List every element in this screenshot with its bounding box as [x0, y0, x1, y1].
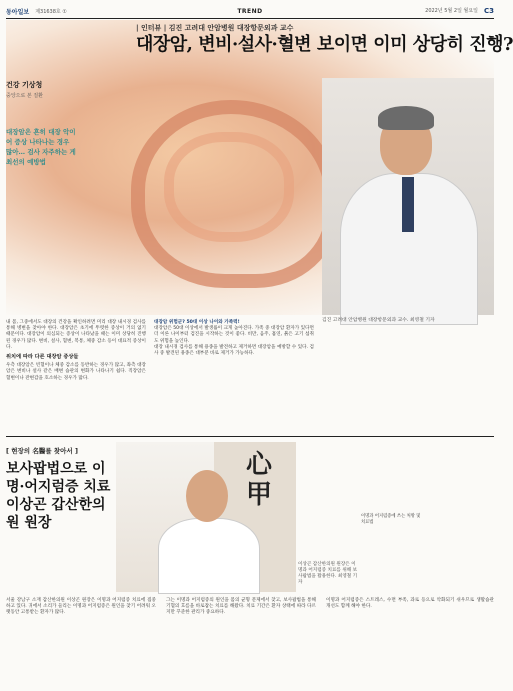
- story-deck: 대장암은 흔히 대장 악이어 증상 나타나는 경우 많아… 검사 자주하는 게 최선의 예방법: [6, 128, 76, 166]
- doctor-photo: [322, 78, 494, 315]
- story-headline: 대장암, 변비·설사·혈변 보이면 이미 상당히 진행?: [136, 34, 513, 55]
- bottom-photo-caption: 이상곤 갑산한의원 원장은 이명과 어지럼증 치료를 위해 보사팝법을 활용한다. 최영철 기자: [298, 562, 358, 585]
- paragraph: 대장암은 50대 이상에서 발생률이 크게 높아진다. 가족 중 대장암 환자가 있다면 더 이른 나이부터 검진을 시작하는 것이 좋다. 비만, 음주, 흡연, 붉은 고기 섭취도 위험을 높인다.: [154, 326, 314, 344]
- doctor-tie: [402, 177, 414, 232]
- body-column-1: [6, 320, 146, 430]
- paragraph: 내 몸, 그중에서도 대장의 건강을 확인하려면 미리 대장 내시경 검사를 통해 병변을 찾아야 한다. 대장암은 초기에 뚜렷한 증상이 거의 없기 때문이다. 대장암이 의심되는 증상이 나타났을 때는 이미 상당히 진행된 경우가 많다. 변비, 설사, 혈변, 복통, 체중 감소 등이 대표적 증상이다.: [6, 320, 146, 350]
- section-divider: [6, 436, 494, 437]
- header-rule: [6, 18, 494, 19]
- story-kicker: | 인터뷰 | 김진 고려대 안암병원 대장항문외과 교수: [136, 24, 294, 32]
- bottom-story: [6, 438, 494, 688]
- body-column-2: [154, 320, 314, 430]
- page-header: [6, 4, 494, 18]
- column-title: 건강 기상청: [6, 81, 43, 89]
- photo-caption: 김진 고려대 안암병원 대장항문외과 교수. 최영철 기자: [322, 318, 435, 323]
- doctor-face-2: [186, 470, 228, 522]
- issue-number: 제31638호 ①: [35, 8, 67, 15]
- page-meta: [425, 7, 494, 15]
- calligraphy-art: 心甲: [245, 450, 272, 510]
- bottom-body-column-2: [166, 598, 316, 686]
- colon-inner-illustration: [164, 132, 294, 242]
- bottom-body-column-3: [326, 598, 494, 686]
- section-label: TREND: [237, 7, 263, 15]
- paragraph: 그는 이명과 어지럼증의 원인을 몸의 균형 문제에서 찾고, 보사팝법을 통해 기혈의 흐름을 바로잡는 치료를 해왔다. 치료 기간은 환자 상태에 따라 다르지만 꾸준한 관리가 중요하다.: [166, 598, 316, 616]
- top-story: [6, 20, 513, 435]
- paragraph: 서울 강남구 소재 갑산한의원 이상곤 원장은 이명과 어지럼증 치료에 집중하고 있다. 귀에서 소리가 들리는 이명과 어지럼증은 원인을 찾기 어려워 오랫동안 고통받는 환자가 많다.: [6, 598, 156, 616]
- paragraph: 대장 내시경 검사를 통해 용종을 발견하고 제거하면 대장암을 예방할 수 있다. 검사 중 발견된 용종은 대부분 바로 제거가 가능하다.: [154, 344, 314, 357]
- doctor-hair: [378, 106, 434, 130]
- issue-date: 2022년 5월 2일 월요일: [425, 8, 478, 14]
- bottom-headline: 보사팝법으로 이명·어지럼증 치료 이상곤 갑산한의원 원장: [6, 461, 111, 531]
- info-box: 이명과 어지럼증에 쓰는 처방 및 치료법: [361, 514, 421, 564]
- doctor-coat-2: [158, 518, 260, 594]
- paragraph: 우측 대장암은 빈혈이나 체중 감소를 동반하는 경우가 많고, 좌측 대장암은 변비나 설사 같은 배변 습관의 변화가 나타나기 쉽다. 직장암은 혈변이나 잔변감을 호소하는 경우가 많다.: [6, 363, 146, 381]
- column-subtitle: 중앙으로 본 질환: [6, 93, 43, 99]
- qa-heading: 대장암 위험군? 50대 이상 나이와 가족력!: [154, 320, 240, 325]
- subheading: 위치에 따라 다른 대장암 증상들: [6, 354, 79, 361]
- masthead: 동아일보: [6, 8, 30, 16]
- bottom-body-column-1: [6, 598, 156, 686]
- paragraph: 이명과 어지럼증은 스트레스, 수면 부족, 과로 등으로 악화되기 쉬우므로 생활습관 개선도 함께 해야 한다.: [326, 598, 494, 610]
- page-number: C3: [483, 7, 494, 15]
- bottom-kicker: [ 현장의 名醫를 찾아서 ]: [6, 447, 78, 455]
- left-sidebar: [6, 80, 76, 167]
